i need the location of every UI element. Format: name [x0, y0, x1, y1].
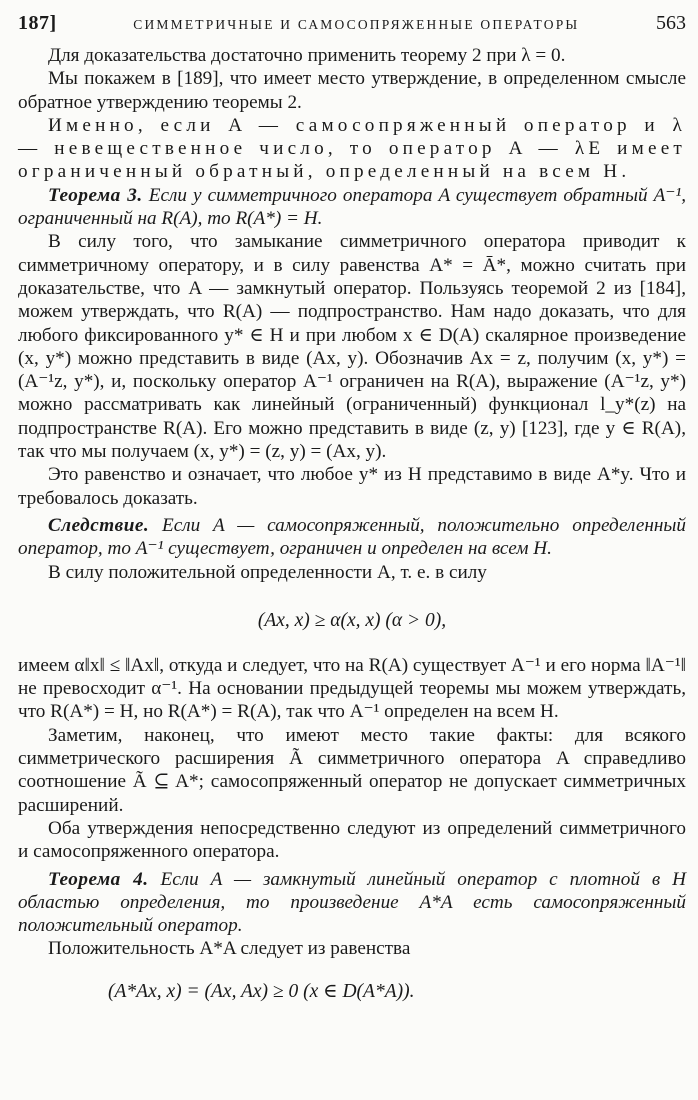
corollary-title: Следствие.: [48, 514, 150, 536]
page-header: [18, 12, 686, 44]
page-number: 563: [656, 12, 686, 34]
theorem-4-body: Если A — замкнутый линейный оператор с плотной в H областью определения, то произведение A*A есть самосопряженный положительный оператор.: [18, 868, 686, 937]
running-title: СИММЕТРИЧНЫЕ И САМОСОПРЯЖЕННЫЕ ОПЕРАТОРЫ: [133, 17, 580, 32]
proof-conclusion: Это равенство и означает, что любое y* из H представимо в виде A*y. Что и требовалось доказать.: [18, 464, 686, 509]
paragraph-positivity: В силу положительной определенности A, т. е. в силу: [48, 561, 487, 583]
theorem-4-title: Теорема 4.: [48, 868, 149, 890]
theorem-4: [18, 868, 686, 938]
paragraph-reference: Мы покажем в [189], что имеет место утверждение, в определенном смысле обратное утверждению теоремы 2.: [18, 68, 686, 113]
theorem-3-title: Теорема 3.: [48, 184, 143, 206]
corollary: [18, 514, 686, 561]
theorem-3: [18, 184, 686, 231]
formula-positivity: (Ax, x) ≥ α(x, x) (α > 0),: [257, 609, 447, 631]
paragraph-statement: Именно, если A — самосопряженный оператор и λ — невещественное число, то оператор A — λE имеет ограниченный обратный, определенный на всем H.: [18, 114, 686, 183]
paragraph-proof-end: Для доказательства достаточно применить теорему 2 при λ = 0.: [48, 45, 566, 66]
formula-product: (A*Ax, x) = (Ax, Ax) ≥ 0 (x ∈ D(A*A)).: [108, 980, 415, 1002]
paragraph-norm: имеем α‖x‖ ≤ ‖Ax‖, откуда и следует, что на R(A) существует A⁻¹ и его норма ‖A⁻¹‖ не превосходит α⁻¹. На основании предыдущей теоремы мы можем утверждать, что R(A*) = H, но R(A*) = R(A), так что A⁻¹ определен на всем H.: [18, 654, 686, 723]
corollary-body: Если A — самосопряженный, положительно определенный оператор, то A⁻¹ существует, ограничен и определен на всем H.: [18, 514, 686, 560]
paragraph-extensions: Заметим, наконец, что имеют место такие факты: для всякого симметрического расширения Ã симметричного оператора A справедливо соотношение Ã ⊆ A*; самосопряженный оператор не допускает симметричных расширений.: [18, 724, 686, 816]
section-number: 187]: [18, 12, 57, 34]
proof-theorem-3: В силу того, что замыкание симметричного оператора приводит к симметричному оператору, и в силу равенства A* = Ā*, можно считать при доказательстве, что A — замкнутый оператор. Пользуясь теоремой 2 из [184], можем утверждать, что R(A) — подпространство. Нам надо доказать, что для любого фиксированного y* ∈ H и при любом x ∈ D(A) скалярное произведение (x, y*) можно представить в виде (Ax, y). Обозначив Ax = z, получим (x, y*) = (A⁻¹z, y*), и, поскольку оператор A⁻¹ ограничен на R(A), выражение (A⁻¹z, y*) можно рассматривать как линейный (ограниченный) функционал l_y*(z) на подпространстве R(A). Его можно представить в виде (z, y) [123], где y ∈ R(A), так что мы получаем (x, y*) = (z, y) = (Ax, y).: [18, 231, 686, 463]
paragraph-product-positivity: Положительность A*A следует из равенства: [48, 938, 411, 960]
theorem-3-body: Если у симметричного оператора A существует обратный A⁻¹, ограниченный на R(A), то R(A*) = H.: [18, 184, 687, 230]
paragraph-both-claims: Оба утверждения непосредственно следуют из определений симметричного и самосопряженного оператора.: [18, 817, 686, 863]
